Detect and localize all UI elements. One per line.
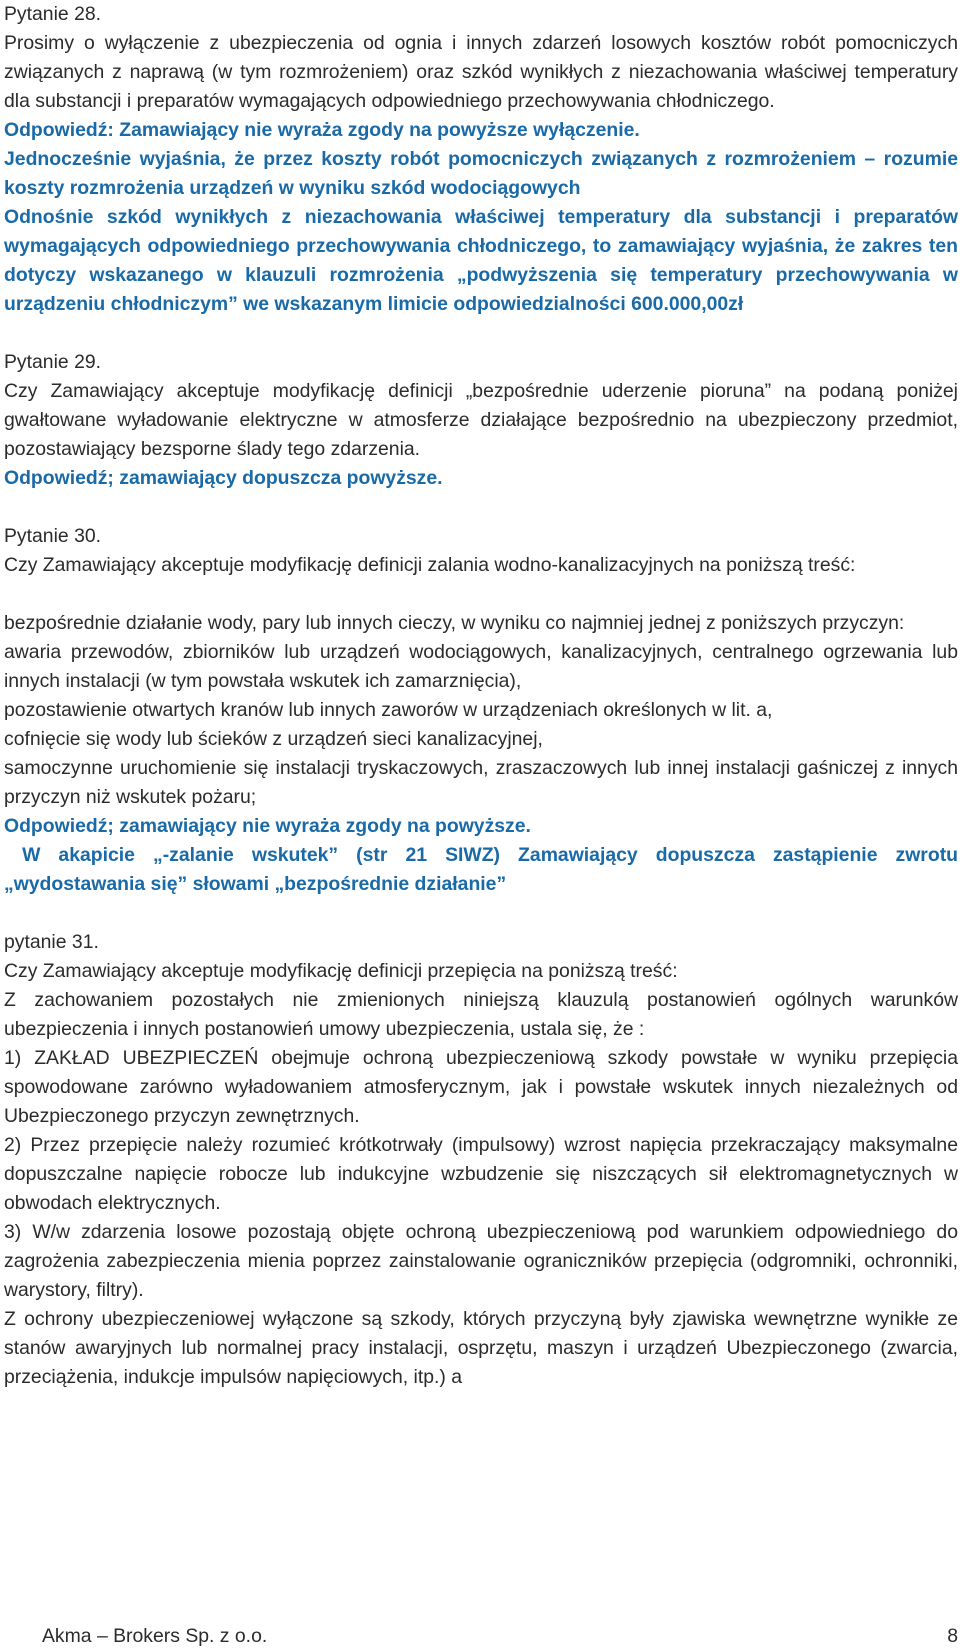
answer-28-line2: Jednocześnie wyjaśnia, że przez koszty robót pomocniczych związanych z rozmrożeniem – rozumie koszty rozmrożenia urządzeń w wyniku szkód wodociągowych [4, 148, 958, 199]
question-30-item: cofnięcie się wody lub ścieków z urządzeń sieci kanalizacyjnej, [4, 728, 543, 750]
question-31-point-1: 1) ZAKŁAD UBEZPIECZEŃ obejmuje ochroną ubezpieczeniową szkody powstałe w wyniku przepięcia spowodowane zarówno wyładowaniem atmosferycznym, jak i powstałe wskutek innych niezależnych od Ubezpieczonego przyczyn zewnętrznych. [4, 1047, 958, 1127]
answer-28-line1: Odpowiedź: Zamawiający nie wyraża zgody na powyższe wyłączenie. [4, 119, 640, 141]
footer-company: Akma – Brokers Sp. z o.o. [42, 1625, 268, 1647]
question-28-text: Prosimy o wyłączenie z ubezpieczenia od ognia i innych zdarzeń losowych kosztów robót pomocniczych związanych z naprawą (w tym rozmrożeniem) oraz szkód wynikłych z niezachowania właściwej temperatury dla substancji i preparatów wymagających odpowiedniego przechowywania chłodniczego. [4, 32, 958, 112]
question-31-text: Czy Zamawiający akceptuje modyfikację definicji przepięcia na poniższą treść: [4, 960, 678, 982]
spacer [4, 899, 958, 928]
answer-30-line1: Odpowiedź; zamawiający nie wyraża zgody na powyższe. [4, 815, 531, 837]
question-31-point-2: 2) Przez przepięcie należy rozumieć krótkotrwały (impulsowy) wzrost napięcia przekraczający maksymalne dopuszczalne napięcie robocze lub indukcyjne wzbudzenie się niszczących sił elektromagnetycznych w obwodach elektrycznych. [4, 1134, 958, 1214]
page-number: 8 [947, 1625, 958, 1647]
question-30-title: Pytanie 30. [4, 525, 102, 547]
question-30-item: pozostawienie otwartych kranów lub innych zaworów w urządzeniach określonych w lit. a, [4, 699, 773, 721]
question-28-title: Pytanie 28. [4, 3, 102, 25]
question-31-title: pytanie 31. [4, 931, 99, 953]
spacer [4, 319, 958, 348]
question-31-point-4: Z ochrony ubezpieczeniowej wyłączone są szkody, których przyczyną były zjawiska wewnętrzne wynikłe ze stanów awaryjnych lub normalnej pracy instalacji, osprzętu, maszyn i urządzeń Ubezpieczonego (zwarcia, przeciążenia, indukcje impulsów napięciowych, itp.) a [4, 1308, 958, 1388]
question-31-intro: Z zachowaniem pozostałych nie zmienionych niniejszą klauzulą postanowień ogólnych warunków ubezpieczenia i innych postanowień umowy ubezpieczenia, ustala się, że : [4, 989, 958, 1040]
question-29-title: Pytanie 29. [4, 351, 102, 373]
question-30-item: samoczynne uruchomienie się instalacji tryskaczowych, zraszaczowych lub innej instalacji gaśniczej z innych przyczyn niż wskutek pożaru; [4, 757, 958, 808]
question-29-text: Czy Zamawiający akceptuje modyfikację definicji „bezpośrednie uderzenie pioruna” na podaną poniżej gwałtowane wyładowanie elektryczne w atmosferze działające bezpośrednio na ubezpieczony przedmiot, pozostawiający bezsporne ślady tego zdarzenia. [4, 380, 958, 460]
spacer [4, 580, 958, 609]
answer-29: Odpowiedź; zamawiający dopuszcza powyższe. [4, 467, 443, 489]
question-31-point-3: 3) W/w zdarzenia losowe pozostają objęte ochroną ubezpieczeniową pod warunkiem odpowiedniego do zagrożenia zabezpieczenia mienia poprzez zainstalowanie ograniczników przepięcia (odgromniki, ochronniki, warystory, filtry). [4, 1221, 958, 1301]
question-30-definition: bezpośrednie działanie wody, pary lub innych cieczy, w wyniku co najmniej jednej z poniższych przyczyn: [4, 612, 905, 634]
document-page [4, 0, 958, 1392]
question-30-item: awaria przewodów, zbiorników lub urządzeń wodociągowych, kanalizacyjnych, centralnego ogrzewania lub innych instalacji (w tym powstała wskutek ich zamarznięcia), [4, 641, 958, 692]
spacer [4, 493, 958, 522]
question-30-text: Czy Zamawiający akceptuje modyfikację definicji zalania wodno-kanalizacyjnych na poniższą treść: [4, 554, 856, 576]
answer-28-line3: Odnośnie szkód wynikłych z niezachowania właściwej temperatury dla substancji i preparatów wymagających odpowiedniego przechowywania chłodniczego, to zamawiający wyjaśnia, że zakres ten dotyczy wskazanego w klauzuli rozmrożenia „podwyższenia się temperatury przechowywania w urządzeniu chłodniczym” we wskazanym limicie odpowiedzialności 600.000,00zł [4, 206, 958, 315]
answer-30-line2: W akapicie „-zalanie wskutek” (str 21 SIWZ) Zamawiający dopuszcza zastąpienie zwrotu „wydostawania się” słowami „bezpośrednie działanie” [4, 844, 959, 895]
